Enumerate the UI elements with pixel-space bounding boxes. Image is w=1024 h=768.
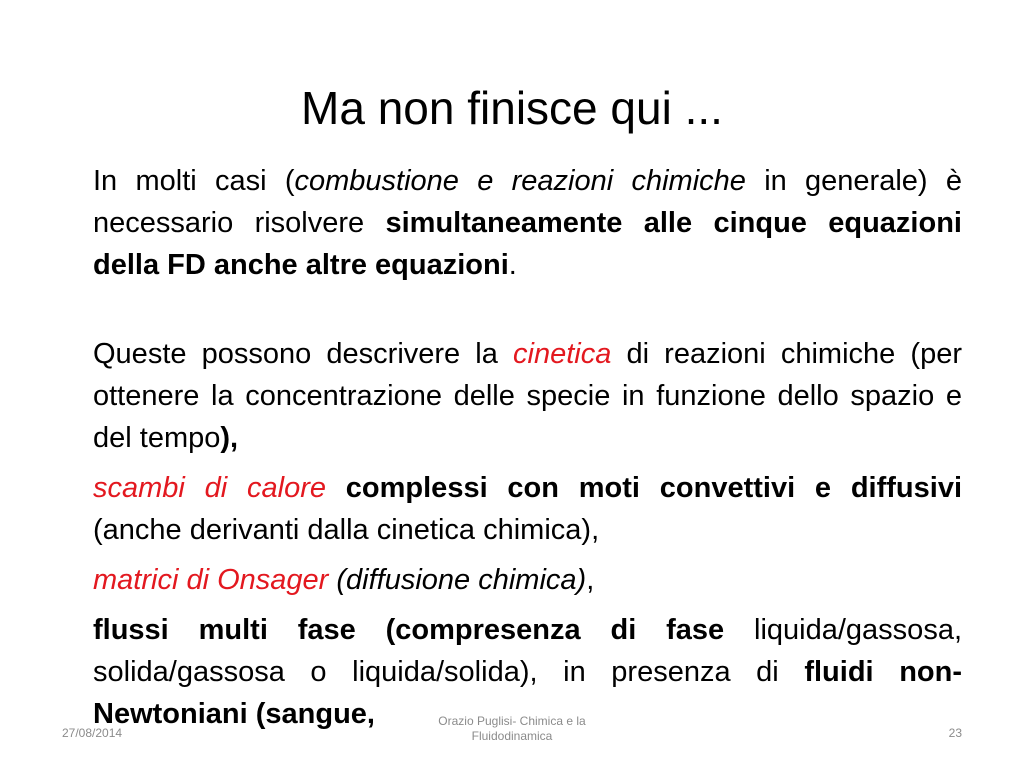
p4-highlight-onsager: matrici di Onsager — [93, 564, 329, 596]
p2-highlight-cinetica: cinetica — [513, 338, 612, 370]
p1-text-2: in generale) è necessario risolvere — [93, 165, 962, 239]
footer-caption — [380, 714, 644, 744]
slide-body — [93, 160, 962, 743]
p1-text-3: . — [508, 249, 517, 281]
paragraph-3 — [93, 467, 962, 551]
p3-text: (anche derivanti dalla cinetica chimica), — [93, 514, 600, 546]
p3-bold-text: complessi con moti convettivi e diffusivi — [326, 472, 962, 504]
p1-italic-text: combustione e reazioni chimiche — [294, 165, 746, 197]
p2-text-1: Queste possono descrivere la — [93, 338, 514, 370]
paragraph-1 — [93, 160, 962, 286]
p1-bold-text: simultaneamente alle cinque equazioni della FD anche altre equazioni — [93, 207, 962, 281]
paragraph-4 — [93, 559, 962, 601]
p3-highlight-scambi: scambi di calore — [93, 472, 326, 504]
footer-caption-line-1: Orazio Puglisi- Chimica e la — [438, 714, 586, 728]
slide-footer — [0, 708, 1024, 758]
paragraph-2 — [93, 333, 962, 459]
p2-text-2: di reazioni chimiche (per ottenere la concentrazione delle specie in funzione dello spazio e del tempo — [93, 338, 962, 454]
p5-bold-text-2: fluidi non-Newtoniani (sangue, — [93, 656, 962, 730]
p4-italic-text: (diffusione chimica) — [328, 564, 587, 596]
footer-page-number: 23 — [948, 726, 962, 740]
slide-title: Ma non finisce qui ... — [301, 82, 723, 134]
footer-date: 27/08/2014 — [62, 726, 123, 740]
p1-text-1: In molti casi ( — [93, 165, 295, 197]
p2-bold-text: ), — [220, 422, 239, 454]
p5-text: liquida/gassosa, solida/gassosa o liquida/solida), in presenza di — [93, 614, 962, 688]
p4-text: , — [586, 564, 595, 596]
p5-bold-text-1: flussi multi fase (compresenza di fase — [93, 614, 725, 646]
footer-caption-line-2: Fluidodinamica — [471, 729, 553, 743]
